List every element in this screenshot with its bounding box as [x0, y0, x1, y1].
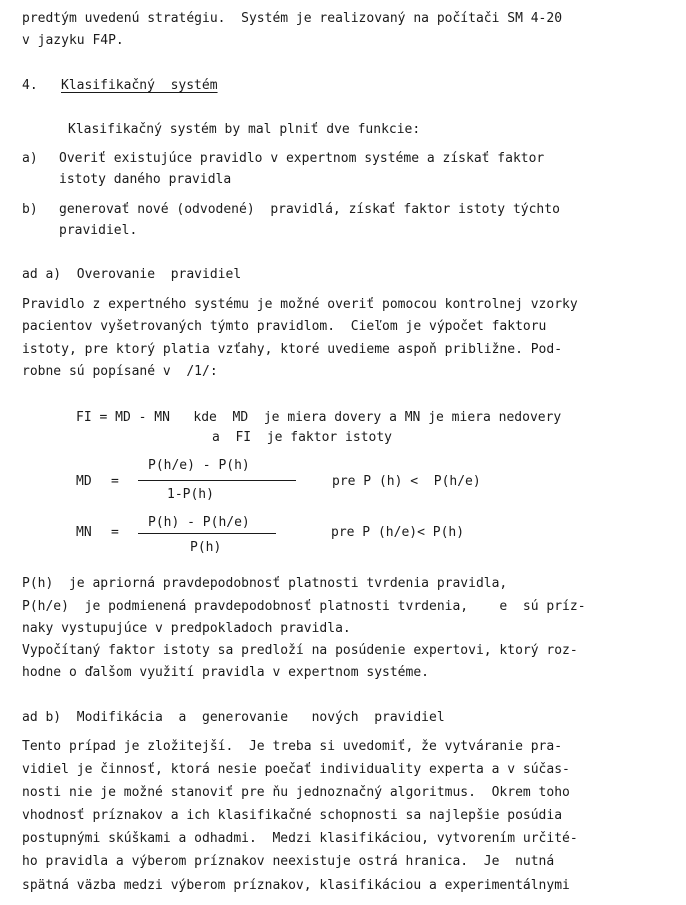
text-line: pacientov vyšetrovaných týmto pravidlom. Cieľom je výpočet faktoru	[22, 319, 547, 334]
text-line: P(h/e) je podmienená pravdepodobnosť platnosti tvrdenia, e sú príz-	[22, 599, 586, 614]
text-line: postupnými skúškami a odhadmi. Medzi klasifikáciou, vytvorením určité-	[22, 831, 578, 846]
text-line: vhodnosť príznakov a ich klasifikačné schopnosti sa najlepšie posúdia	[22, 808, 563, 823]
formula-fi-note: a FI je faktor istoty	[212, 430, 393, 445]
list-item: Overiť existujúce pravidlo v expertnom systéme a získať faktor	[59, 151, 545, 166]
subsection-heading: ad b) Modifikácia a generovanie nových pravidiel	[22, 710, 445, 725]
subsection-heading: ad a) Overovanie pravidiel	[22, 267, 242, 282]
formula-mn-label: MN	[76, 525, 92, 540]
text-line: ho pravidla a výberom príznakov neexistuje ostrá hranica. Je nutná	[22, 854, 555, 869]
text-line: nosti nie je možné stanoviť pre ňu jednoznačný algoritmus. Okrem toho	[22, 785, 570, 800]
text-line: Vypočítaný faktor istoty sa predloží na posúdenie expertovi, ktorý roz-	[22, 643, 578, 658]
formula-mn-condition: pre P (h/e)< P(h)	[331, 525, 465, 540]
list-item: istoty daného pravidla	[59, 172, 232, 187]
formula-mn-denominator: P(h)	[190, 540, 222, 555]
formula-mn-numerator: P(h) - P(h/e)	[148, 515, 250, 530]
formula-mn-equals: =	[111, 525, 119, 540]
text-line: hodne o ďalšom využití pravidla v expertnom systéme.	[22, 665, 429, 680]
text-line: Tento prípad je zložitejší. Je treba si uvedomiť, že vytváranie pra-	[22, 739, 563, 754]
text-line: predtým uvedenú stratégiu. Systém je realizovaný na počítači SM 4-20	[22, 11, 563, 26]
formula-md-denominator: 1-P(h)	[167, 487, 214, 502]
text-line: P(h) je apriorná pravdepodobnosť platnosti tvrdenia pravidla,	[22, 576, 508, 591]
formula-fi: FI = MD - MN kde MD je miera dovery a MN je miera nedovery	[76, 410, 562, 425]
list-item: pravidiel.	[59, 223, 138, 238]
list-marker: b)	[22, 202, 38, 217]
text-line: vidiel je činnosť, ktorá nesie poečať individuality experta a v súčas-	[22, 762, 570, 777]
text-line: robne sú popísané v /1/:	[22, 364, 218, 379]
text-line: spätná väzba medzi výberom príznakov, klasifikáciou a experimentálnymi	[22, 878, 570, 893]
text-line: Pravidlo z expertného systému je možné overiť pomocou kontrolnej vzorky	[22, 297, 578, 312]
text-line: v jazyku F4P.	[22, 33, 124, 48]
formula-md-condition: pre P (h) < P(h/e)	[332, 474, 481, 489]
formula-md-label: MD	[76, 474, 92, 489]
formula-md-numerator: P(h/e) - P(h)	[148, 458, 250, 473]
fraction-bar	[138, 480, 296, 481]
section-lead: Klasifikačný systém by mal plniť dve funkcie:	[68, 122, 421, 137]
fraction-bar	[138, 533, 276, 534]
formula-md-equals: =	[111, 474, 119, 489]
list-marker: a)	[22, 151, 38, 166]
text-line: naky vystupujúce v predpokladoch pravidla.	[22, 621, 351, 636]
section-number: 4.	[22, 78, 38, 93]
text-line: istoty, pre ktorý platia vzťahy, ktoré uvedieme aspoň približne. Pod-	[22, 342, 563, 357]
list-item: generovať nové (odvodené) pravidlá, získať faktor istoty týchto	[59, 202, 560, 217]
section-title: Klasifikačný systém	[61, 78, 218, 93]
